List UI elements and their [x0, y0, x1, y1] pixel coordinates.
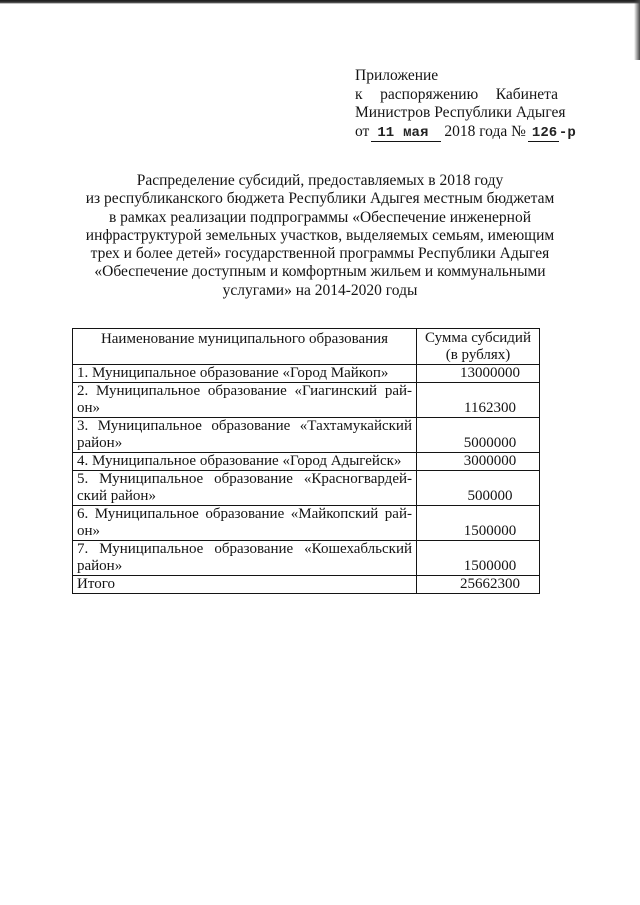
total-label: Итого	[77, 576, 115, 592]
scan-border-right	[634, 0, 640, 60]
order-number-suffix: -р	[558, 125, 576, 142]
header-amount-line: (в рублях)	[445, 347, 511, 363]
subsidy-amount-cell: 13000000	[417, 365, 540, 383]
municipality-name-line: он»	[77, 400, 101, 416]
municipality-name-cell	[73, 471, 417, 506]
subsidy-amount-cell: 500000	[417, 471, 540, 506]
municipality-name-cell	[73, 365, 417, 383]
table-row	[73, 453, 540, 471]
municipality-name-line: 2. Муниципальное образование «Гиагинский рай-	[77, 383, 412, 399]
number-blank	[528, 124, 559, 142]
title-line: из республиканского бюджета Республики Адыгея местным бюджетам	[85, 190, 555, 208]
table-total-row	[73, 576, 540, 594]
title-line: в рамках реализации подпрограммы «Обеспечение инженерной	[108, 208, 532, 226]
table-row	[73, 471, 540, 506]
title-line: «Обеспечение доступным и комфортным жильем и коммунальными	[94, 263, 546, 281]
table-row	[73, 383, 540, 418]
subsidy-amount-cell: 1162300	[417, 383, 540, 418]
date-prefix: от	[355, 123, 370, 141]
date-blank	[371, 124, 441, 142]
municipality-name-cell	[73, 383, 417, 418]
municipality-name-line: район»	[77, 558, 123, 574]
title-line: услугами» на 2014-2020 годы	[222, 281, 418, 299]
municipality-name-line: район»	[77, 435, 123, 451]
subsidy-amount-cell: 1500000	[417, 506, 540, 541]
municipality-name-line: он»	[77, 523, 101, 539]
order-day: 11	[377, 125, 395, 142]
subsidy-amount-cell: 1500000	[417, 541, 540, 576]
table-header-row	[73, 329, 540, 365]
scan-border-top	[0, 0, 640, 4]
order-year-text: 2018 года №	[444, 123, 526, 141]
subsidy-amount-cell: 3000000	[417, 453, 540, 471]
municipality-name-cell	[73, 506, 417, 541]
municipality-name-line: 1. Муниципальное образование «Город Майкоп»	[77, 365, 389, 381]
table-row	[73, 418, 540, 453]
order-date-line	[355, 123, 576, 143]
table-row	[73, 365, 540, 383]
municipality-name-line: 4. Муниципальное образование «Город Адыгейск»	[77, 453, 402, 469]
header-amount	[417, 329, 540, 365]
title-line: трех и более детей» государственной программы Республики Адыгея	[90, 245, 550, 263]
appendix-line-cabinet: Министров Республики Адыгея	[355, 104, 566, 122]
title-line: Распределение субсидий, предоставляемых в 2018 году	[136, 172, 504, 189]
appendix-title: Приложение	[355, 67, 439, 84]
document-title	[0, 172, 640, 300]
municipality-name-cell	[73, 541, 417, 576]
municipality-name-line: 3. Муниципальное образование «Тахтамукайский	[77, 418, 412, 434]
order-number: 126	[531, 125, 558, 142]
table-row	[73, 541, 540, 576]
municipality-name-line: 6. Муниципальное образование «Майкопский рай-	[77, 506, 412, 522]
municipality-name-cell	[73, 418, 417, 453]
header-municipality: Наименование муниципального образования	[73, 329, 417, 365]
appendix-line-order-reference: к распоряжению Кабинета	[355, 85, 558, 103]
appendix-block	[355, 67, 576, 143]
municipality-name-line: 5. Муниципальное образование «Красногвардей-	[77, 471, 412, 487]
order-month: мая	[403, 125, 429, 142]
municipality-name-line: ский район»	[77, 488, 156, 504]
table-row	[73, 506, 540, 541]
municipality-name-line: 7. Муниципальное образование «Кошехабльский	[77, 541, 412, 557]
subsidy-amount-cell: 5000000	[417, 418, 540, 453]
total-amount-cell: 25662300	[417, 576, 540, 594]
subsidy-table	[72, 328, 540, 594]
municipality-name-cell	[73, 453, 417, 471]
header-amount-line: Сумма субсидий	[425, 330, 531, 346]
title-line: инфраструктурой земельных участков, выделяемых семьям, имеющим	[85, 226, 555, 244]
total-label-cell	[73, 576, 417, 594]
